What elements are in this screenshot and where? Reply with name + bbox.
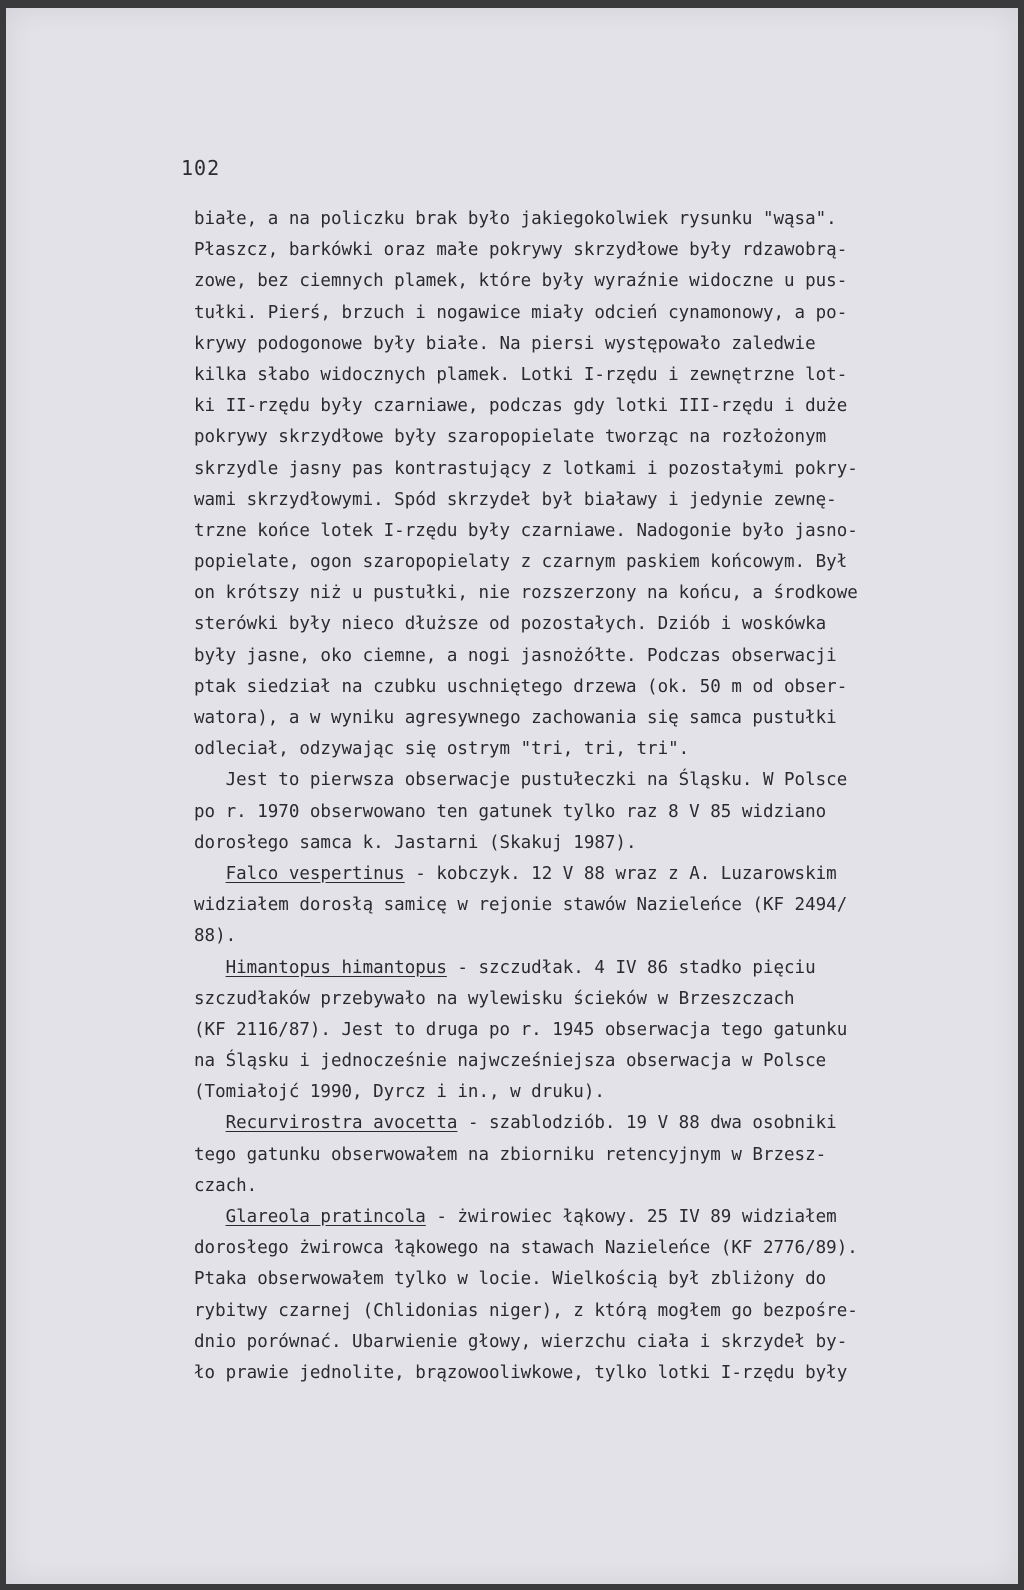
text-line [194,235,984,266]
text-line [194,1264,984,1295]
text-line [194,1327,984,1358]
text-segment [194,1108,226,1139]
text-segment: (Tomiałojć 1990, Dyrcz i in., w druku). [194,1082,605,1103]
text-line [194,609,984,640]
text-segment: skrzydle jasny pas kontrastujący z lotkami i pozostałymi pokry- [194,458,858,479]
text-segment: dorosłego samca k. Jastarni (Skakuj 1987). [194,832,637,853]
text-line [194,1296,984,1327]
text-line [194,703,984,734]
text-line [194,859,984,890]
text-segment: trzne końce lotek I-rzędu były czarniawe. Nadogonie było jasno- [194,520,858,541]
text-segment: - szablodziób. 19 V 88 dwa osobniki [457,1113,837,1134]
text-line [194,422,984,453]
text-segment: (KF 2116/87). Jest to druga po r. 1945 obserwacja tego gatunku [194,1019,848,1040]
document-page [6,8,1018,1584]
text-segment: dnio porównać. Ubarwienie głowy, wierzchu ciała i skrzydeł by- [194,1331,848,1352]
text-segment: tułki. Pierś, brzuch i nogawice miały odcień cynamonowy, a po- [194,302,848,323]
text-line [194,1202,984,1233]
page-number: 102 [181,156,221,180]
text-segment: popielate, ogon szaropopielaty z czarnym paskiem końcowym. Był [194,552,848,573]
text-segment: Jest to pierwsza obserwacje pustułeczki na Śląsku. W Polsce [194,770,848,791]
text-line [194,984,984,1015]
text-line [194,454,984,485]
text-segment: po r. 1970 obserwowano ten gatunek tylko raz 8 V 85 widziano [194,801,827,822]
text-segment: na Śląsku i jednocześnie najwcześniejsza obserwacja w Polsce [194,1051,827,1072]
text-segment [194,1202,226,1233]
text-segment: czach. [194,1175,258,1196]
text-segment [194,859,226,890]
text-line [194,734,984,765]
text-line [194,953,984,984]
text-line [194,797,984,828]
text-line [194,266,984,297]
text-line [194,1077,984,1108]
text-line [194,828,984,859]
text-line [194,329,984,360]
text-line [194,1015,984,1046]
species-name: Himantopus himantopus [225,957,447,978]
text-line [194,1140,984,1171]
text-line [194,547,984,578]
text-segment: ptak siedział na czubku uschniętego drzewa (ok. 50 m od obser- [194,676,848,697]
text-segment: ki II-rzędu były czarniawe, podczas gdy lotki III-rzędu i duże [194,396,848,417]
text-segment: rybitwy czarnej (Chlidonias niger), z którą mogłem go bezpośre- [194,1300,858,1321]
text-segment: zowe, bez ciemnych plamek, które były wyraźnie widoczne u pus- [194,271,848,292]
text-segment: krywy podogonowe były białe. Na piersi występowało zaledwie [194,333,816,354]
text-segment: Ptaka obserwowałem tylko w locie. Wielkością był zbliżony do [194,1269,827,1290]
text-line [194,1171,984,1202]
text-segment: on krótszy niż u pustułki, nie rozszerzony na końcu, a środkowe [194,583,858,604]
text-line [194,1108,984,1139]
text-segment: tego gatunku obserwowałem na zbiorniku retencyjnym w Brzesz- [194,1144,827,1165]
text-segment: - żwirowiec łąkowy. 25 IV 89 widziałem [425,1207,837,1227]
text-segment: były jasne, oko ciemne, a nogi jasnożółte. Podczas obserwacji [194,645,837,666]
text-segment: ło prawie jednolite, brązowooliwkowe, tylko lotki I-rzędu były [194,1362,848,1383]
text-segment: - kobczyk. 12 V 88 wraz z A. Luzarowskim [404,863,837,884]
text-segment: Płaszcz, barkówki oraz małe pokrywy skrzydłowe były rdzawobrą- [194,240,848,261]
text-segment: 88). [194,926,237,947]
text-line [194,641,984,672]
text-line [194,672,984,703]
text-line [194,578,984,609]
species-name: Glareola pratincola [225,1207,426,1227]
text-segment: białe, a na policzku brak było jakiegokolwiek rysunku "wąsa". [194,209,837,229]
species-name: Recurvirostra avocetta [225,1113,458,1134]
text-segment: widziałem dorosłą samicę w rejonie stawów Nazieleńce (KF 2494/ [194,895,848,916]
body-text [194,204,984,1389]
text-segment: watora), a w wyniku agresywnego zachowania się samca pustułki [194,708,837,728]
text-line [194,391,984,422]
text-segment: szczudłaków przebywało na wylewisku ścieków w Brzeszczach [194,988,795,1009]
text-segment [194,953,226,984]
text-segment: pokrywy skrzydłowe były szaropopielate tworząc na rozłożonym [194,427,827,448]
text-line [194,485,984,516]
text-segment: - szczudłak. 4 IV 86 stadko pięciu [446,957,816,978]
species-name: Falco vespertinus [225,863,405,884]
text-line [194,1046,984,1077]
text-segment: dorosłego żwirowca łąkowego na stawach Nazieleńce (KF 2776/89). [194,1238,858,1259]
text-line [194,765,984,796]
text-segment: wami skrzydłowymi. Spód skrzydeł był białawy i jedynie zewnę- [194,489,837,510]
text-line [194,516,984,547]
text-line [194,1233,984,1264]
text-segment: odleciał, odzywając się ostrym "tri, tri, tri". [194,739,690,760]
text-line [194,890,984,921]
text-segment: kilka słabo widocznych plamek. Lotki I-rzędu i zewnętrzne lot- [194,364,848,385]
text-segment: sterówki były nieco dłuższe od pozostałych. Dziób i woskówka [194,614,827,635]
text-line [194,1358,984,1389]
text-line [194,360,984,391]
text-line [194,921,984,952]
text-line [194,298,984,329]
text-line [194,204,984,235]
